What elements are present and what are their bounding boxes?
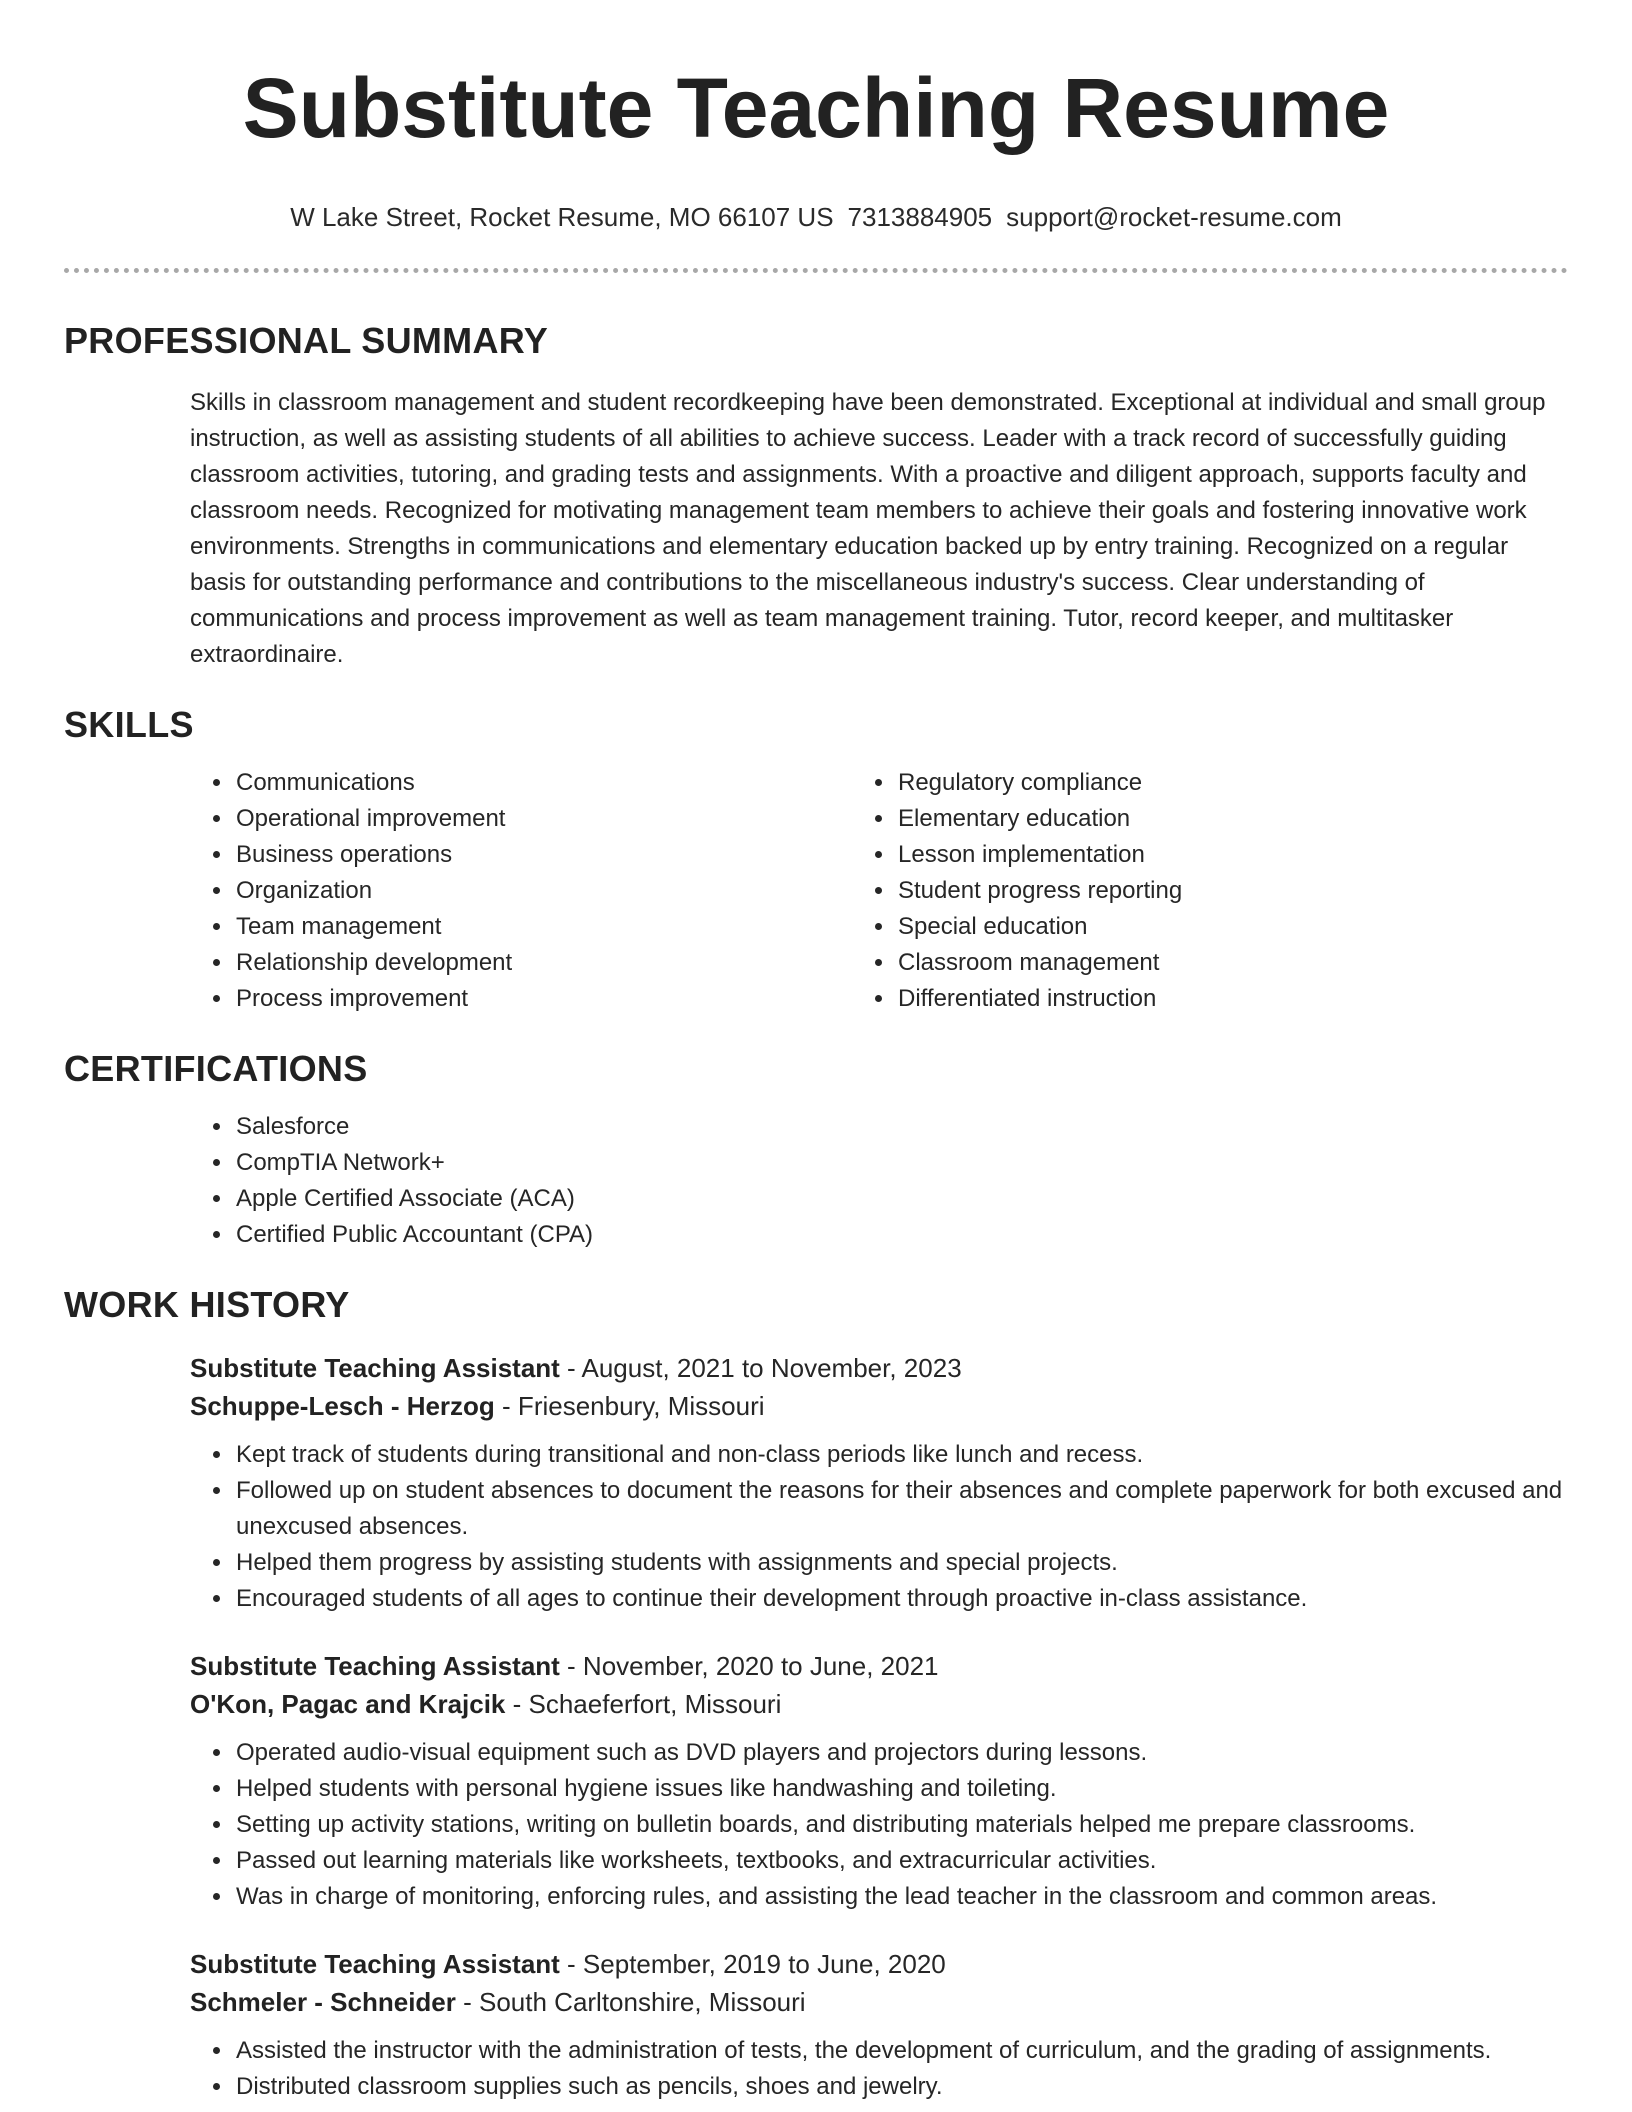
- job-bullets: [190, 1437, 1568, 1617]
- job-title-line: [190, 1647, 1568, 1685]
- skills-list: [64, 765, 1568, 1017]
- job-entry: [190, 1349, 1568, 1617]
- skill-item: • Business operations: [234, 837, 906, 873]
- job-bullets: [190, 1735, 1568, 1915]
- job-company-line: [190, 1387, 1568, 1425]
- section-heading-work-history: WORK HISTORY: [64, 1284, 350, 1325]
- job-bullet: • Helped them progress by assisting students with assignments and special projects.: [234, 1545, 1568, 1581]
- resume-title: Substitute Teaching Resume: [242, 61, 1390, 155]
- job-bullet: • Passed out learning materials like worksheets, textbooks, and extracurricular activities.: [234, 1843, 1568, 1879]
- skill-item: • Student progress reporting: [896, 873, 1568, 909]
- skill-item: • Regulatory compliance: [896, 765, 1568, 801]
- job-title: Substitute Teaching Assistant: [190, 1651, 560, 1681]
- job-entry: [190, 1647, 1568, 1915]
- job-bullet: • Distributed classroom supplies such as pencils, shoes and jewelry.: [234, 2069, 1568, 2105]
- skills-column-right: [896, 765, 1568, 1017]
- job-bullet: • Assisted the instructor with the administration of tests, the development of curriculum, and the grading of assignments.: [234, 2033, 1568, 2069]
- contact-phone: 7313884905: [847, 202, 993, 232]
- skill-item: • Special education: [896, 909, 1568, 945]
- certifications-list: [64, 1109, 1568, 1253]
- skill-item: • Process improvement: [234, 981, 906, 1017]
- job-bullet: • Operated audio-visual equipment such as DVD players and projectors during lessons.: [234, 1735, 1568, 1771]
- certification-item: • Apple Certified Associate (ACA): [234, 1181, 1568, 1217]
- job-bullet: • Encouraged students of all ages to continue their development through proactive in-class assistance.: [234, 1581, 1568, 1617]
- skill-item: • Communications: [234, 765, 906, 801]
- summary-text: Skills in classroom management and student recordkeeping have been demonstrated. Exceptional at individual and small group instruction, as well as assisting students of all abilities to achieve success. Leader with a track record of successfully guiding classroom activities, tutoring, and grading tests and assignments. With a proactive and diligent approach, supports faculty and classroom needs. Recognized for motivating management team members to achieve their goals and fostering innovative work environments. Strengths in communications and elementary education backed up by entry training. Recognized on a regular basis for outstanding performance and contributions to the miscellaneous industry's success. Clear understanding of communications and process improvement as well as team management training. Tutor, record keeper, and multitasker extraordinaire.: [190, 389, 1546, 668]
- skill-item: • Classroom management: [896, 945, 1568, 981]
- job-title: Substitute Teaching Assistant: [190, 1949, 560, 1979]
- skills-column-left: [64, 765, 906, 1017]
- job-title-line: [190, 1945, 1568, 1983]
- job-company: Schuppe-Lesch - Herzog: [190, 1391, 495, 1421]
- job-company-line: [190, 1983, 1568, 2021]
- job-location: - Schaeferfort, Missouri: [505, 1689, 782, 1719]
- skill-item: • Relationship development: [234, 945, 906, 981]
- job-bullet: • Kept track of students during transitional and non-class periods like lunch and recess.: [234, 1437, 1568, 1473]
- job-dates: - August, 2021 to November, 2023: [559, 1353, 962, 1383]
- contact-address: W Lake Street, Rocket Resume, MO 66107 US: [290, 202, 834, 232]
- job-bullet: • Setting up activity stations, writing on bulletin boards, and distributing materials helped me prepare classrooms.: [234, 1807, 1568, 1843]
- job-location: - South Carltonshire, Missouri: [455, 1987, 806, 2017]
- skill-item: • Team management: [234, 909, 906, 945]
- job-company: Schmeler - Schneider: [190, 1987, 456, 2017]
- job-location: - Friesenbury, Missouri: [494, 1391, 765, 1421]
- certification-item: • Salesforce: [234, 1109, 1568, 1145]
- resume-page: [64, 0, 1568, 2105]
- job-bullets: [190, 2033, 1568, 2105]
- job-company-line: [190, 1685, 1568, 1723]
- job-entry: [190, 1945, 1568, 2105]
- section-heading-skills: SKILLS: [64, 704, 194, 745]
- job-company: O'Kon, Pagac and Krajcik: [190, 1689, 506, 1719]
- contact-email: support@rocket-resume.com: [1006, 202, 1342, 232]
- skill-item: • Organization: [234, 873, 906, 909]
- certification-item: • Certified Public Accountant (CPA): [234, 1217, 1568, 1253]
- contact-line: [64, 200, 1568, 234]
- header-divider: [64, 268, 1568, 273]
- skill-item: • Lesson implementation: [896, 837, 1568, 873]
- skill-item: • Differentiated instruction: [896, 981, 1568, 1017]
- certification-item: • CompTIA Network+: [234, 1145, 1568, 1181]
- job-dates: - September, 2019 to June, 2020: [559, 1949, 946, 1979]
- job-bullet: • Followed up on student absences to document the reasons for their absences and complete paperwork for both excused and unexcused absences.: [234, 1473, 1568, 1545]
- skill-item: • Operational improvement: [234, 801, 906, 837]
- job-title-line: [190, 1349, 1568, 1387]
- job-bullet: • Was in charge of monitoring, enforcing rules, and assisting the lead teacher in the classroom and common areas.: [234, 1879, 1568, 1915]
- section-heading-summary: PROFESSIONAL SUMMARY: [64, 320, 549, 361]
- job-title: Substitute Teaching Assistant: [190, 1353, 560, 1383]
- job-bullet: • Helped students with personal hygiene issues like handwashing and toileting.: [234, 1771, 1568, 1807]
- skill-item: • Elementary education: [896, 801, 1568, 837]
- job-dates: - November, 2020 to June, 2021: [559, 1651, 939, 1681]
- section-heading-certifications: CERTIFICATIONS: [64, 1048, 368, 1089]
